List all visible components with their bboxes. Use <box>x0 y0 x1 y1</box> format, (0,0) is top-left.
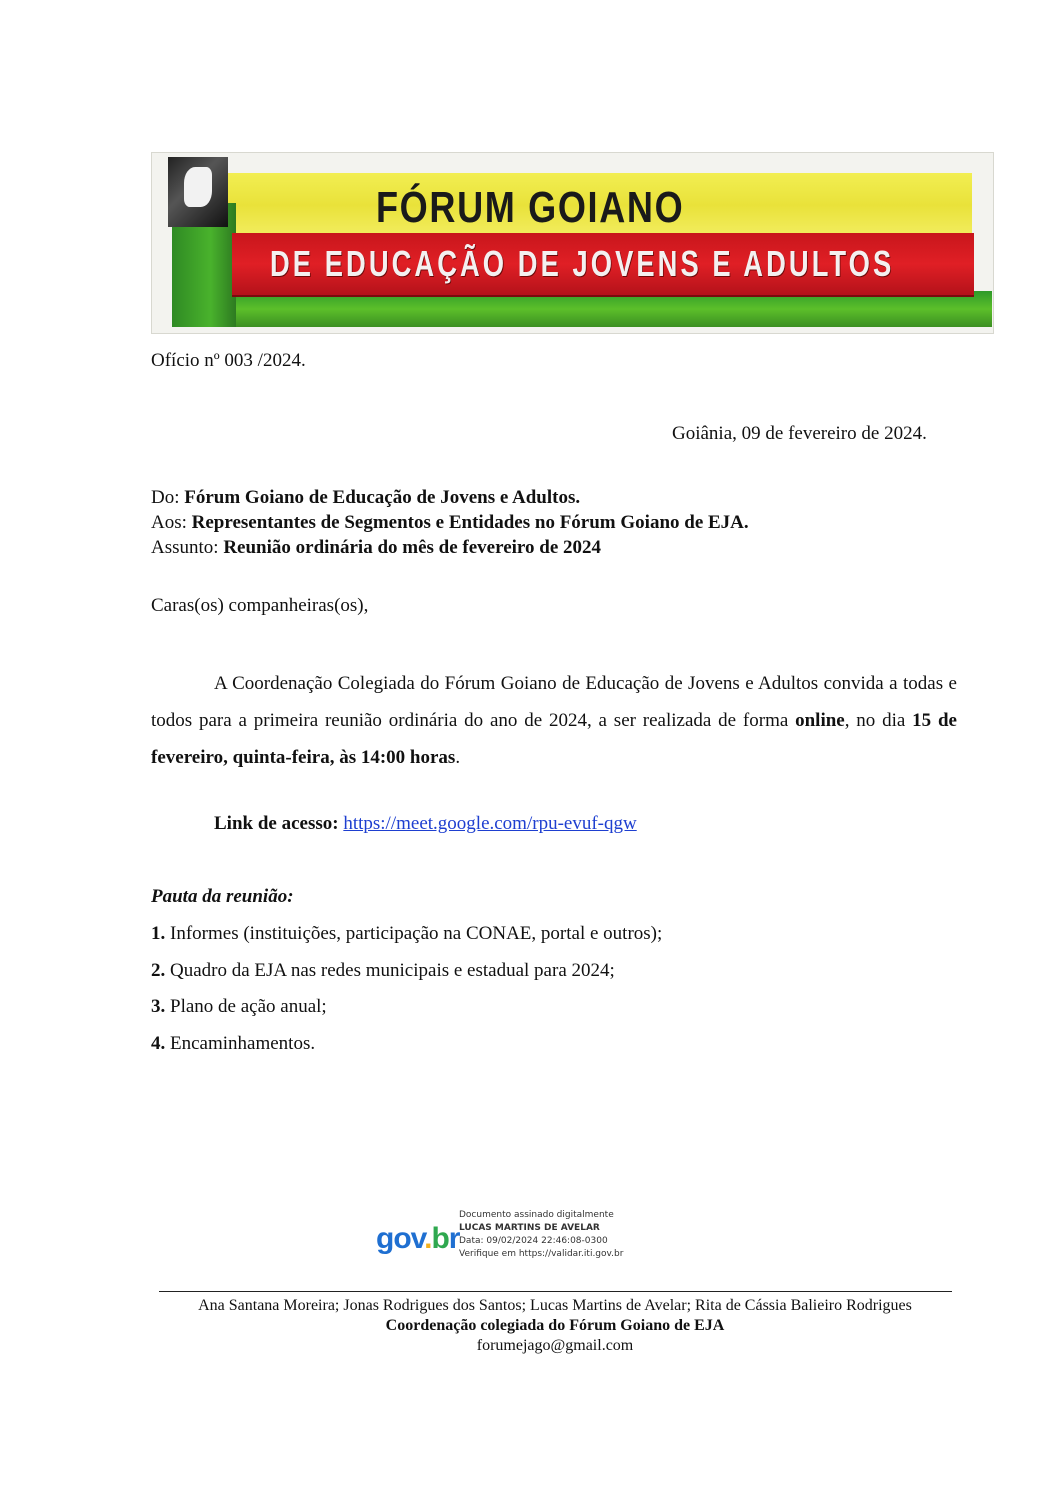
letter-date: Goiânia, 09 de fevereiro de 2024. <box>672 423 927 444</box>
subject-label: Assunto: <box>151 537 224 558</box>
greeting: Caras(os) companheiras(os), <box>151 595 369 616</box>
agenda-item <box>151 1033 315 1055</box>
footer-divider <box>159 1291 952 1292</box>
signature-caption: Documento assinado digitalmente <box>459 1210 614 1220</box>
footer-org: Coordenação colegiada do Fórum Goiano de EJA <box>385 1317 725 1334</box>
from-label: Do: <box>151 487 185 508</box>
agenda-title: Pauta da reunião: <box>151 886 294 907</box>
to-line <box>151 512 749 534</box>
body-text-2: , no dia <box>844 710 913 731</box>
access-link-line <box>214 813 637 835</box>
access-link-label: Link de acesso: <box>214 813 339 834</box>
meeting-link[interactable]: https://meet.google.com/rpu-evuf-qgw <box>343 813 637 834</box>
oficio-number: Ofício nº 003 /2024. <box>151 350 306 371</box>
banner-emblem <box>168 157 228 227</box>
body-text-3: . <box>455 747 461 768</box>
body-meeting-datetime: 15 de fevereiro, quinta-feira, às 14:00 horas <box>151 710 957 768</box>
govbr-logo: gov.br <box>376 1222 460 1255</box>
banner-title: FÓRUM GOIANO <box>376 183 685 232</box>
body-online: online <box>795 710 845 731</box>
body-text-1: A Coordenação Colegiada do Fórum Goiano de Educação de Jovens e Adultos convida a todas e todos para a primeira reunião ordinária do ano de 2024, a ser realizada de forma <box>151 673 957 731</box>
agenda-item <box>151 996 327 1018</box>
invitation-paragraph <box>151 665 957 776</box>
signature-details <box>459 1209 623 1261</box>
signer-name: LUCAS MARTINS DE AVELAR <box>459 1223 600 1233</box>
agenda-item-number: 4. <box>151 1033 166 1054</box>
from-line <box>151 487 580 509</box>
subject-line <box>151 537 601 559</box>
footer-email: forumejago@gmail.com <box>476 1337 634 1354</box>
signature-verify: Verifique em https://validar.iti.gov.br <box>459 1249 624 1259</box>
to-value: Representantes de Segmentos e Entidades no Fórum Goiano de EJA. <box>191 512 749 533</box>
to-label: Aos: <box>151 512 192 533</box>
subject-value: Reunião ordinária do mês de fevereiro de 2024 <box>223 537 602 558</box>
footer-names: Ana Santana Moreira; Jonas Rodrigues dos Santos; Lucas Martins de Avelar; Rita de Cássia Balieiro Rodrigues <box>198 1297 912 1314</box>
banner-subtitle: DE EDUCAÇÃO DE JOVENS E ADULTOS <box>270 243 895 284</box>
agenda-item-text: Plano de ação anual; <box>165 996 327 1017</box>
agenda-item <box>151 960 615 982</box>
agenda-item-text: Informes (instituições, participação na CONAE, portal e outros); <box>165 923 663 944</box>
digital-signature-stamp <box>376 1207 636 1269</box>
agenda-item-text: Quadro da EJA nas redes municipais e estadual para 2024; <box>165 960 615 981</box>
agenda-item-number: 1. <box>151 923 166 944</box>
signature-date: Data: 09/02/2024 22:46:08-0300 <box>459 1236 608 1246</box>
agenda-item <box>151 923 662 945</box>
agenda-item-number: 2. <box>151 960 166 981</box>
agenda-item-number: 3. <box>151 996 166 1017</box>
from-value: Fórum Goiano de Educação de Jovens e Adultos. <box>184 487 581 508</box>
forum-banner-logo <box>151 152 994 334</box>
banner-green-band <box>172 291 992 327</box>
agenda-item-text: Encaminhamentos. <box>165 1033 316 1054</box>
